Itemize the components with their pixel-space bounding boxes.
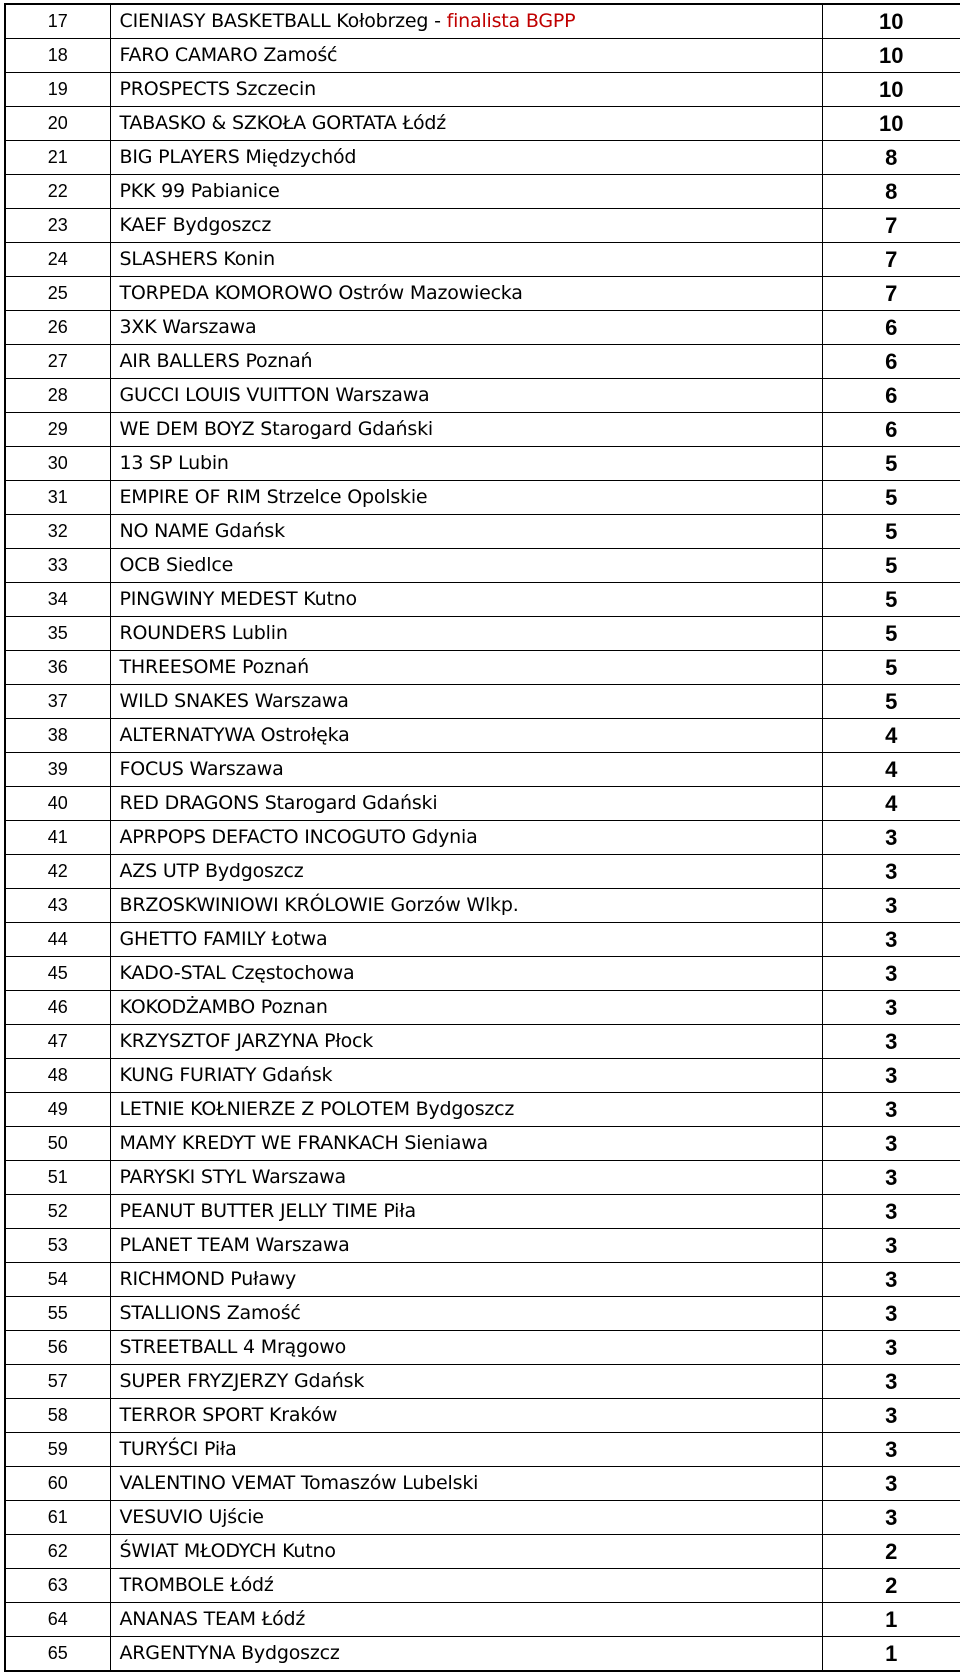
points-cell: 3 [822,1467,960,1501]
rank-cell: 28 [5,379,110,413]
team-cell [110,1161,822,1195]
points-cell: 3 [822,957,960,991]
team-cell [110,4,822,39]
team-cell [110,1059,822,1093]
table-row [5,1637,960,1672]
team-cell [110,1127,822,1161]
table-row [5,481,960,515]
points-cell: 3 [822,1501,960,1535]
team-name: VESUVIO Ujście [119,1506,264,1528]
rank-cell: 45 [5,957,110,991]
team-name: ALTERNATYWA Ostrołęka [119,724,350,746]
team-name: KOKODŻAMBO Poznan [119,996,328,1018]
table-row [5,753,960,787]
team-name: FOCUS Warszawa [119,758,284,780]
rank-cell: 60 [5,1467,110,1501]
team-cell [110,1331,822,1365]
team-cell [110,821,822,855]
points-cell: 3 [822,1059,960,1093]
team-name: WILD SNAKES Warszawa [119,690,349,712]
points-cell: 3 [822,889,960,923]
rank-cell: 44 [5,923,110,957]
table-row [5,311,960,345]
table-row [5,1331,960,1365]
table-row [5,1059,960,1093]
points-cell: 3 [822,821,960,855]
points-cell: 7 [822,243,960,277]
table-row [5,1229,960,1263]
table-row [5,719,960,753]
team-cell [110,243,822,277]
team-name: WE DEM BOYZ Starogard Gdański [119,418,433,440]
points-cell: 5 [822,481,960,515]
team-cell [110,311,822,345]
rank-cell: 25 [5,277,110,311]
rank-cell: 41 [5,821,110,855]
rank-cell: 35 [5,617,110,651]
points-cell: 4 [822,787,960,821]
rank-cell: 52 [5,1195,110,1229]
table-row [5,991,960,1025]
rank-cell: 27 [5,345,110,379]
rank-cell: 19 [5,73,110,107]
team-name: PARYSKI STYL Warszawa [119,1166,346,1188]
rank-cell: 22 [5,175,110,209]
points-cell: 2 [822,1569,960,1603]
team-cell [110,1093,822,1127]
team-name: TORPEDA KOMOROWO Ostrów Mazowiecka [119,282,523,304]
team-cell [110,1263,822,1297]
team-name: BRZOSKWINIOWI KRÓLOWIE Gorzów Wlkp. [119,894,519,916]
team-cell [110,1603,822,1637]
table-row [5,685,960,719]
team-name: MAMY KREDYT WE FRANKACH Sieniawa [119,1132,488,1154]
points-cell: 5 [822,549,960,583]
team-cell [110,1195,822,1229]
team-cell [110,923,822,957]
table-row [5,515,960,549]
team-cell [110,1229,822,1263]
points-cell: 3 [822,1263,960,1297]
table-row [5,1093,960,1127]
rank-cell: 51 [5,1161,110,1195]
points-cell: 8 [822,175,960,209]
rank-cell: 48 [5,1059,110,1093]
points-cell: 2 [822,1535,960,1569]
rank-cell: 47 [5,1025,110,1059]
points-cell: 10 [822,107,960,141]
points-cell: 5 [822,617,960,651]
team-name: PROSPECTS Szczecin [119,78,316,100]
team-cell [110,379,822,413]
team-name: PINGWINY MEDEST Kutno [119,588,357,610]
team-cell [110,753,822,787]
table-row [5,1263,960,1297]
points-cell: 5 [822,685,960,719]
points-cell: 3 [822,1195,960,1229]
rank-cell: 57 [5,1365,110,1399]
team-cell [110,991,822,1025]
points-cell: 4 [822,719,960,753]
table-row [5,73,960,107]
team-name: GUCCI LOUIS VUITTON Warszawa [119,384,430,406]
team-name: AIR BALLERS Poznań [119,350,313,372]
team-cell [110,345,822,379]
points-cell: 3 [822,1331,960,1365]
rank-cell: 65 [5,1637,110,1672]
rank-cell: 37 [5,685,110,719]
rank-cell: 62 [5,1535,110,1569]
rank-cell: 40 [5,787,110,821]
table-row [5,175,960,209]
points-cell: 10 [822,73,960,107]
team-cell [110,787,822,821]
table-row [5,1161,960,1195]
team-name: STALLIONS Zamość [119,1302,301,1324]
table-row [5,583,960,617]
points-cell: 5 [822,515,960,549]
table-row [5,413,960,447]
rank-cell: 46 [5,991,110,1025]
table-row [5,855,960,889]
table-row [5,1297,960,1331]
team-name: PLANET TEAM Warszawa [119,1234,350,1256]
points-cell: 3 [822,1399,960,1433]
points-cell: 8 [822,141,960,175]
rank-cell: 29 [5,413,110,447]
team-cell [110,1297,822,1331]
team-name: KUNG FURIATY Gdańsk [119,1064,333,1086]
team-cell [110,107,822,141]
team-name: RICHMOND Puławy [119,1268,297,1290]
rank-cell: 18 [5,39,110,73]
team-cell [110,1637,822,1672]
rank-cell: 39 [5,753,110,787]
rank-cell: 49 [5,1093,110,1127]
table-row [5,345,960,379]
team-cell [110,1399,822,1433]
table-row [5,889,960,923]
table-row [5,1501,960,1535]
rank-cell: 17 [5,4,110,39]
team-cell [110,1433,822,1467]
team-name: TABASKO & SZKOŁA GORTATA Łódź [119,112,447,134]
team-name: ROUNDERS Lublin [119,622,288,644]
table-row [5,1195,960,1229]
team-name: KADO-STAL Częstochowa [119,962,355,984]
team-name: AZS UTP Bydgoszcz [119,860,304,882]
team-cell [110,1467,822,1501]
team-name: 3XK Warszawa [119,316,257,338]
team-name: SLASHERS Konin [119,248,275,270]
team-cell [110,1365,822,1399]
team-cell [110,651,822,685]
team-name: SUPER FRYZJERZY Gdańsk [119,1370,365,1392]
team-cell [110,515,822,549]
rank-cell: 50 [5,1127,110,1161]
points-cell: 5 [822,583,960,617]
rank-cell: 31 [5,481,110,515]
points-cell: 3 [822,1433,960,1467]
rank-cell: 32 [5,515,110,549]
team-cell [110,141,822,175]
finalist-note: finalista BGPP [446,10,576,32]
points-cell: 3 [822,1161,960,1195]
points-cell: 1 [822,1637,960,1672]
points-cell: 3 [822,991,960,1025]
rank-cell: 30 [5,447,110,481]
points-cell: 7 [822,209,960,243]
team-cell [110,1535,822,1569]
points-cell: 1 [822,1603,960,1637]
team-cell [110,617,822,651]
team-cell [110,73,822,107]
points-cell: 3 [822,1127,960,1161]
team-cell [110,583,822,617]
table-row [5,1603,960,1637]
team-name: KAEF Bydgoszcz [119,214,272,236]
rank-cell: 24 [5,243,110,277]
table-row [5,549,960,583]
table-row [5,447,960,481]
team-cell [110,719,822,753]
table-row [5,1365,960,1399]
team-name: VALENTINO VEMAT Tomaszów Lubelski [119,1472,479,1494]
team-name: LETNIE KOŁNIERZE Z POLOTEM Bydgoszcz [119,1098,515,1120]
points-cell: 10 [822,4,960,39]
team-name: TURYŚCI Piła [119,1438,237,1460]
table-row [5,1399,960,1433]
team-cell [110,447,822,481]
points-cell: 3 [822,1025,960,1059]
team-cell [110,549,822,583]
team-cell [110,175,822,209]
rank-cell: 55 [5,1297,110,1331]
rank-cell: 21 [5,141,110,175]
team-cell [110,685,822,719]
table-row [5,1025,960,1059]
rank-cell: 59 [5,1433,110,1467]
team-name: OCB Siedlce [119,554,234,576]
team-cell [110,855,822,889]
team-name: PKK 99 Pabianice [119,180,280,202]
team-cell [110,889,822,923]
points-cell: 6 [822,379,960,413]
table-row [5,243,960,277]
rank-cell: 20 [5,107,110,141]
rank-cell: 54 [5,1263,110,1297]
team-name: ANANAS TEAM Łódź [119,1608,306,1630]
table-row [5,1569,960,1603]
table-row [5,787,960,821]
table-row [5,957,960,991]
team-name: APRPOPS DEFACTO INCOGUTO Gdynia [119,826,478,848]
team-cell [110,481,822,515]
points-cell: 7 [822,277,960,311]
points-cell: 10 [822,39,960,73]
team-name: 13 SP Lubin [119,452,229,474]
rank-cell: 38 [5,719,110,753]
table-row [5,1535,960,1569]
team-cell [110,1569,822,1603]
rank-cell: 61 [5,1501,110,1535]
ranking-table [4,3,960,1672]
points-cell: 4 [822,753,960,787]
points-cell: 3 [822,923,960,957]
team-name: PEANUT BUTTER JELLY TIME Piła [119,1200,416,1222]
team-cell [110,957,822,991]
team-name: EMPIRE OF RIM Strzelce Opolskie [119,486,428,508]
points-cell: 6 [822,413,960,447]
table-row [5,141,960,175]
ranking-table-body [5,4,960,1671]
team-name: TROMBOLE Łódź [119,1574,274,1596]
team-cell [110,1025,822,1059]
rank-cell: 42 [5,855,110,889]
rank-cell: 23 [5,209,110,243]
rank-cell: 63 [5,1569,110,1603]
rank-cell: 34 [5,583,110,617]
rank-cell: 53 [5,1229,110,1263]
team-name: ARGENTYNA Bydgoszcz [119,1642,340,1664]
points-cell: 6 [822,311,960,345]
team-name: BIG PLAYERS Międzychód [119,146,357,168]
team-name: ŚWIAT MŁODYCH Kutno [119,1540,336,1562]
team-cell [110,1501,822,1535]
table-row [5,821,960,855]
table-row [5,39,960,73]
rank-cell: 36 [5,651,110,685]
rank-cell: 64 [5,1603,110,1637]
table-row [5,1467,960,1501]
team-cell [110,413,822,447]
team-cell [110,277,822,311]
table-row [5,1127,960,1161]
team-name: KRZYSZTOF JARZYNA Płock [119,1030,374,1052]
table-row [5,209,960,243]
table-row [5,1433,960,1467]
table-row [5,923,960,957]
points-cell: 3 [822,1229,960,1263]
table-row [5,617,960,651]
team-name: RED DRAGONS Starogard Gdański [119,792,438,814]
team-name: NO NAME Gdańsk [119,520,285,542]
table-row [5,379,960,413]
points-cell: 5 [822,447,960,481]
table-row [5,651,960,685]
team-cell [110,209,822,243]
points-cell: 6 [822,345,960,379]
team-name: GHETTO FAMILY Łotwa [119,928,328,950]
rank-cell: 33 [5,549,110,583]
team-name: STREETBALL 4 Mrągowo [119,1336,347,1358]
rank-cell: 56 [5,1331,110,1365]
rank-cell: 58 [5,1399,110,1433]
team-name: TERROR SPORT Kraków [119,1404,338,1426]
rank-cell: 43 [5,889,110,923]
table-row [5,277,960,311]
points-cell: 3 [822,855,960,889]
table-row [5,4,960,39]
points-cell: 3 [822,1297,960,1331]
points-cell: 3 [822,1093,960,1127]
table-row [5,107,960,141]
points-cell: 5 [822,651,960,685]
team-name: FARO CAMARO Zamość [119,44,338,66]
team-name: CIENIASY BASKETBALL Kołobrzeg - [119,10,447,32]
team-cell [110,39,822,73]
team-name: THREESOME Poznań [119,656,309,678]
points-cell: 3 [822,1365,960,1399]
rank-cell: 26 [5,311,110,345]
